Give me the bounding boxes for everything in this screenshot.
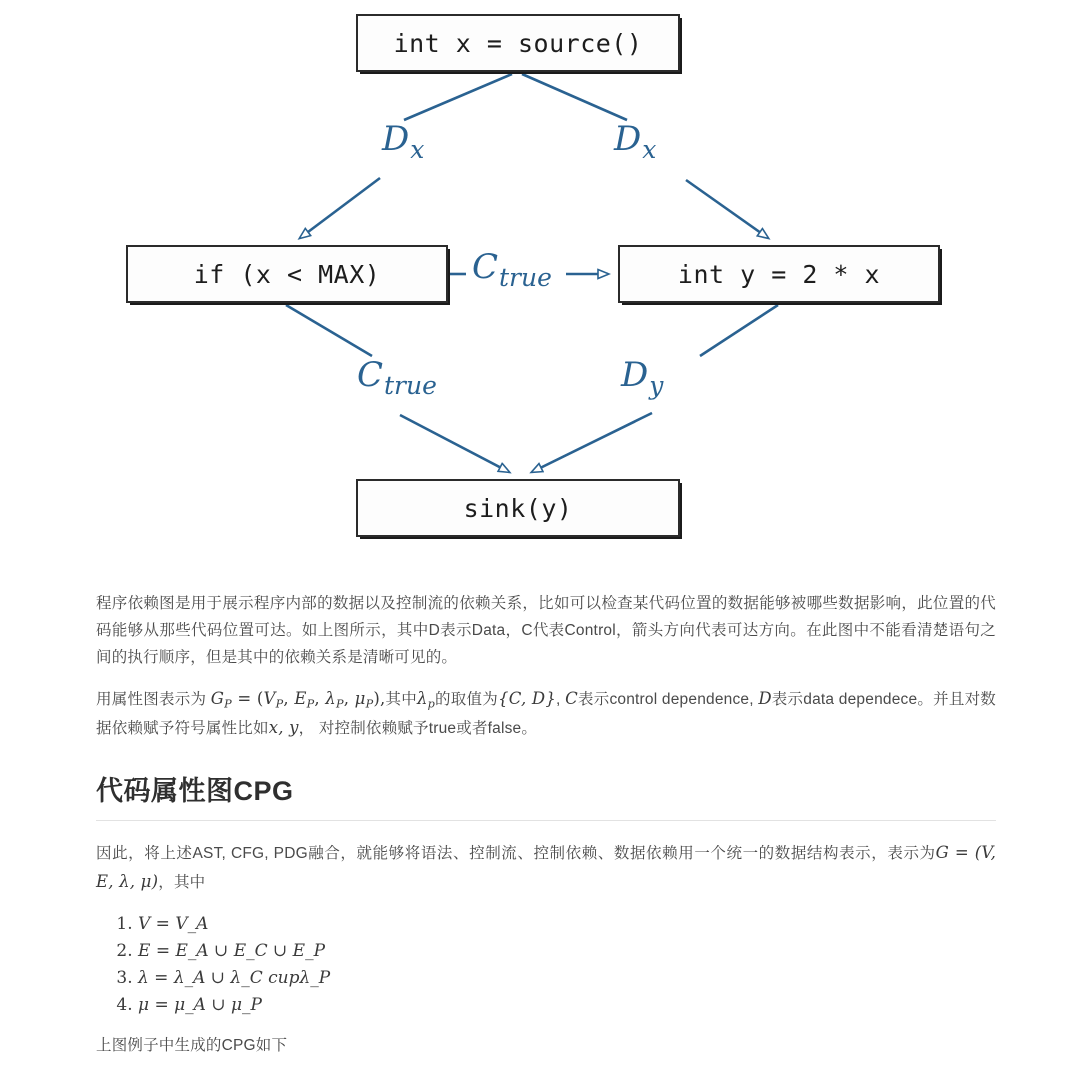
- edge-source-to-assign-seg2: [686, 180, 768, 238]
- heading-divider: [96, 820, 996, 821]
- edge-source-to-if-seg2: [300, 178, 380, 238]
- symbol-d: D: [758, 689, 772, 709]
- symbol-xy: x, y: [268, 718, 299, 738]
- edge-label-control-true-middle: [472, 247, 552, 292]
- node-source-statement: [356, 14, 680, 72]
- node-sink-label: sink(y): [463, 493, 573, 523]
- edge-label-control-true-bottom: [357, 355, 437, 400]
- list-item: [138, 938, 996, 965]
- edge-label-subscript: true: [384, 371, 437, 400]
- paragraph-property-graph-definition: 用属性图表示为 $G_P = (V_P$, $E_P$, $\lambda_P$, $\mu_P$),其中$\lambda_p$的取值为{C, D}, C表示control dependence, D表示data dependece。并且对数据依赖赋予符号属性比如x, y， 对控制依赖赋予true或者false。: [96, 689, 997, 738]
- cpg-tail-text: ，其中: [158, 874, 206, 892]
- edge-label-subscript: y: [649, 371, 664, 400]
- edge-label-subscript: x: [642, 135, 657, 164]
- node-if-label: if (x < MAX): [193, 259, 381, 289]
- node-assign-label: int y = 2 * x: [677, 259, 881, 289]
- formula-text: λ = λ_A ∪ λ_C cupλ_P: [138, 967, 331, 988]
- edge-label-data-x-right: [614, 119, 657, 164]
- edge-label-base: D: [382, 119, 410, 159]
- symbol-g: G: [210, 689, 225, 709]
- pg-mid-3: ,: [556, 691, 566, 709]
- symbol-close-paren: ),: [373, 689, 386, 709]
- node-if-condition: [126, 245, 448, 303]
- symbol-set-cd: {C, D}: [498, 689, 557, 709]
- section-heading-cpg: 代码属性图CPG: [96, 776, 294, 807]
- symbol-equals-open: = (: [231, 689, 264, 709]
- edge-label-base: D: [614, 119, 642, 159]
- formula-text: μ = μ_A ∪ μ_P: [138, 994, 262, 1015]
- edge-source-to-if-seg1: [404, 74, 512, 120]
- edge-assign-to-sink-seg2: [532, 413, 652, 472]
- paragraph-cpg-fusion: [96, 839, 996, 897]
- list-item: [138, 911, 996, 938]
- paragraph-pdg-description: 程序依赖图是用于展示程序内部的数据以及控制流的依赖关系，比如可以检查某代码位置的数据能够被哪些数据影响，此位置的代码能够从那些代码位置可达。如上图所示，其中D表示Data，C代表Control，箭头方向代表可达方向。在此图中不能看清楚语句之间的执行顺序，但是其中的依赖关系是清晰可见的。: [96, 595, 996, 667]
- edge-assign-to-sink-seg1: [700, 305, 778, 356]
- cpg-lead-text: 因此，将上述AST, CFG, PDG融合，就能够将语法、控制流、控制依赖、数据依赖用一个统一的数据结构表示，表示为: [96, 845, 936, 863]
- pg-mid-1: 其中: [385, 691, 417, 709]
- pg-mid-5: 表示data dependece。并且对数据依赖赋予符号属性比如: [96, 691, 997, 738]
- edge-label-data-x-left: [382, 119, 425, 164]
- cpg-formula-list: [96, 911, 996, 1018]
- formula-text: E = E_A ∪ E_C ∪ E_P: [138, 940, 326, 961]
- symbol-g-subscript: P: [224, 697, 232, 711]
- pg-mid-6: ， 对控制依赖赋予true或者false。: [298, 720, 538, 738]
- node-source-label: int x = source(): [393, 28, 643, 58]
- symbol-c: C: [565, 689, 578, 709]
- edge-if-to-sink-seg2: [400, 415, 509, 472]
- list-item: [138, 965, 996, 992]
- pg-mid-4: 表示control dependence,: [577, 691, 759, 709]
- pg-lead-text: 用属性图表示为: [96, 691, 211, 709]
- cpg-formula-g: G = (V, E, λ, μ): [96, 843, 997, 892]
- symbol-lambda: λ: [416, 689, 428, 709]
- pg-mid-2: 的取值为: [435, 691, 499, 709]
- paragraph-closing-line: 上图例子中生成的CPG如下: [96, 1037, 288, 1055]
- list-item: [138, 992, 996, 1019]
- edge-source-to-assign-seg1: [522, 74, 627, 120]
- edge-label-base: C: [472, 247, 499, 287]
- edge-label-base: C: [357, 355, 384, 395]
- edge-if-to-sink-seg1: [286, 305, 372, 356]
- edge-label-subscript: true: [499, 263, 552, 292]
- formula-text: V = V_A: [138, 913, 209, 934]
- node-sink-statement: [356, 479, 680, 537]
- edge-label-subscript: x: [410, 135, 425, 164]
- article-body: [96, 590, 996, 1074]
- edge-label-base: D: [621, 355, 649, 395]
- edge-label-data-y: [621, 355, 664, 400]
- node-assignment-statement: [618, 245, 940, 303]
